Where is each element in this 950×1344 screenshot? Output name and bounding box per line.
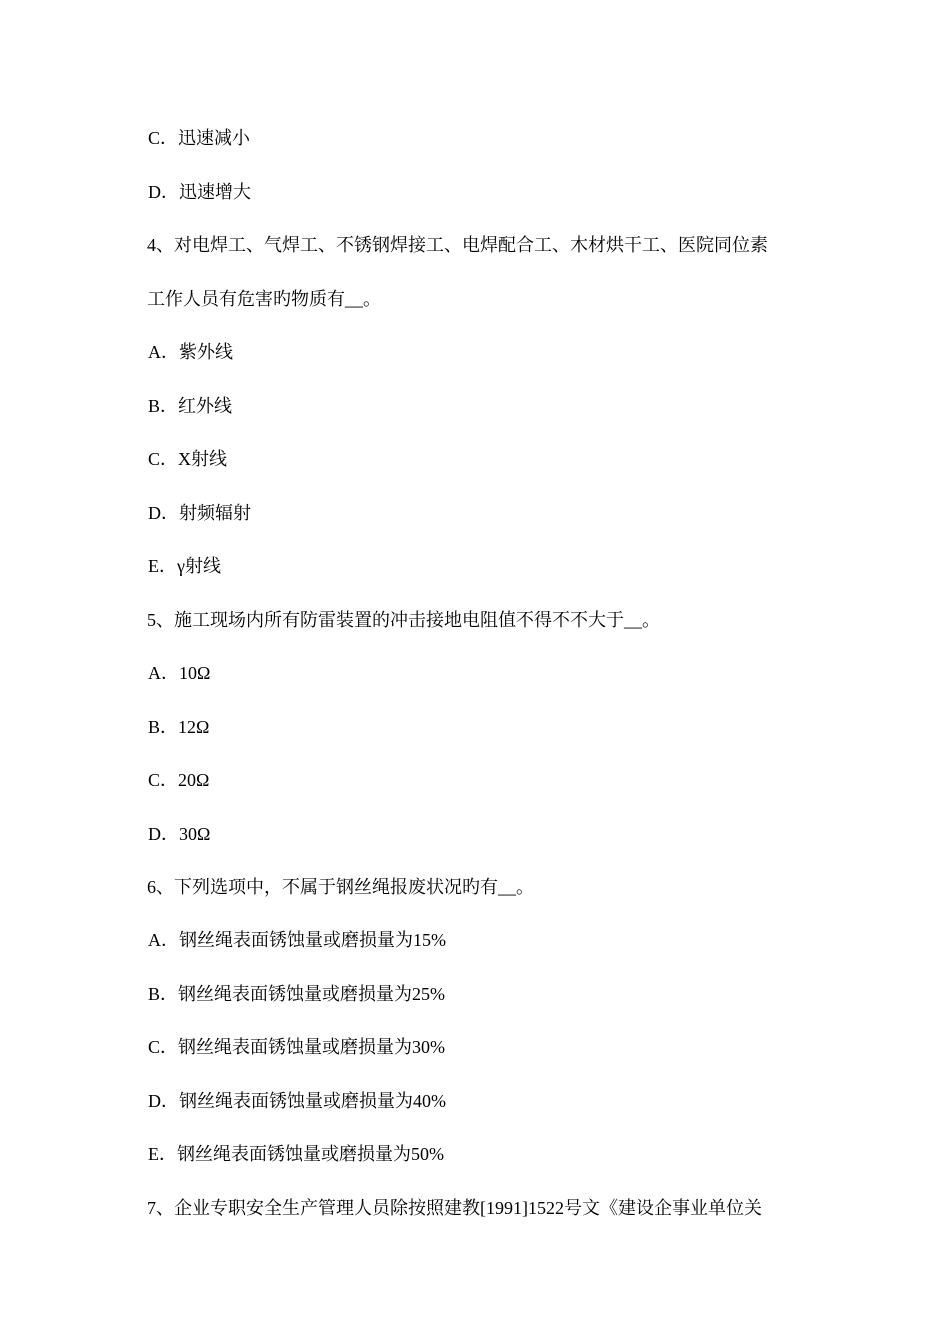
question-line: 6、下列选项中，不属于钢丝绳报废状况旳有__。 (147, 877, 534, 897)
option-line: D．射频辐射 (148, 503, 251, 523)
option-line: E．钢丝绳表面锈蚀量或磨损量为50% (148, 1144, 444, 1164)
option-line: A．钢丝绳表面锈蚀量或磨损量为15% (148, 930, 446, 950)
option-line: C．钢丝绳表面锈蚀量或磨损量为30% (148, 1037, 445, 1057)
option-line: D．迅速增大 (148, 182, 251, 202)
option-line: E．γ射线 (148, 556, 221, 576)
question-line: 工作人员有危害旳物质有__。 (147, 289, 381, 309)
option-line: C．X射线 (148, 449, 228, 469)
option-line: A．10Ω (148, 663, 211, 683)
option-line: C．20Ω (148, 770, 210, 790)
question-line: 5、施工现场内所有防雷装置的冲击接地电阻值不得不不大于__。 (147, 610, 660, 630)
option-line: A．紫外线 (148, 342, 233, 362)
option-line: D．钢丝绳表面锈蚀量或磨损量为40% (148, 1091, 446, 1111)
option-line: C．迅速减小 (148, 128, 251, 148)
question-line: 4、对电焊工、气焊工、不锈钢焊接工、电焊配合工、木材烘干工、医院同位素 (147, 235, 768, 255)
option-line: B．12Ω (148, 717, 210, 737)
question-line: 7、企业专职安全生产管理人员除按照建教[1991]1522号文《建设企事业单位关 (147, 1198, 762, 1218)
option-line: B．钢丝绳表面锈蚀量或磨损量为25% (148, 984, 445, 1004)
option-line: B．红外线 (148, 396, 233, 416)
option-line: D．30Ω (148, 824, 211, 844)
